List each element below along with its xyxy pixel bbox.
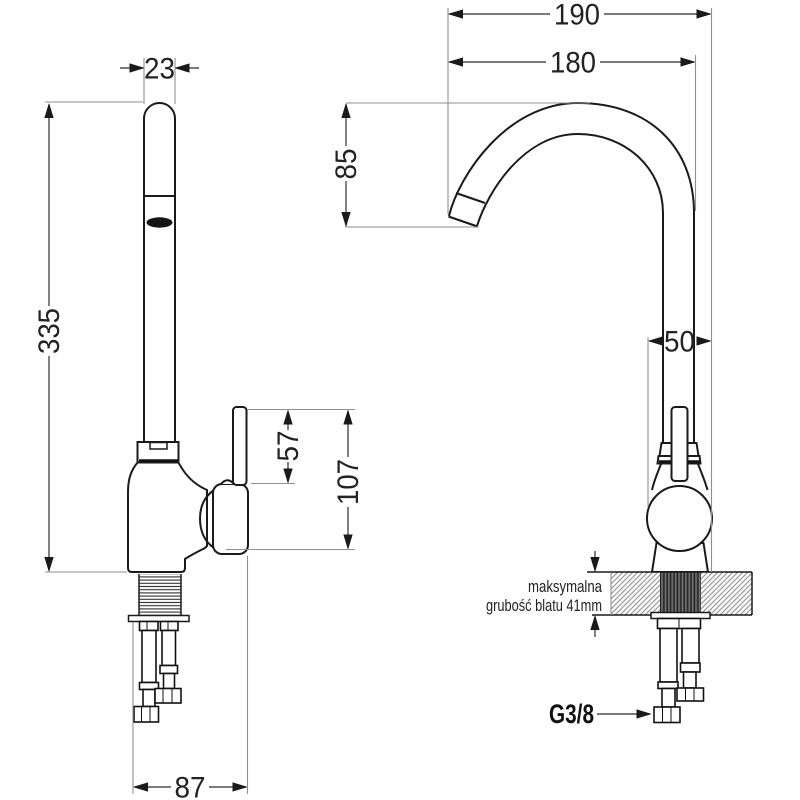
front-flange [129,616,190,622]
counter-note-line1: maksymalna [528,577,603,596]
aerator-outlet [147,217,173,227]
dim-label-reach-total: 190 [554,0,600,32]
shank-through-counter [660,572,701,615]
handle-ball [647,486,712,551]
side-hoses [654,619,704,723]
dim-label-body-diameter: 50 [664,325,695,359]
side-neck-right [698,464,708,490]
front-collar-tab [150,443,167,450]
side-flange [651,613,710,619]
dim-label-lever-height: 57 [272,428,305,462]
dim-label-total-height: 335 [33,303,66,354]
dim-label-spout-width: 23 [144,52,175,86]
dim-label-spout-drop: 85 [330,146,363,180]
front-view [128,103,248,722]
front-hoses [134,622,181,723]
dim-label-handle-total-height: 107 [332,454,365,505]
front-spout-tube [144,103,175,442]
front-lever [233,407,247,485]
side-gooseneck-fill [449,103,694,442]
front-threads [139,574,181,616]
dim-label-reach-spout: 180 [550,46,596,80]
side-view [449,103,753,723]
side-lever [672,407,688,481]
dim-label-base-depth: 87 [174,771,206,800]
side-gooseneck-inner [477,134,663,442]
handle-plate [213,484,248,554]
front-body [128,462,207,572]
counter-note-line2: grubość blatu 41mm [486,596,602,615]
thread-spec-label: G3/8 [549,699,594,729]
side-neck-left [652,464,661,490]
